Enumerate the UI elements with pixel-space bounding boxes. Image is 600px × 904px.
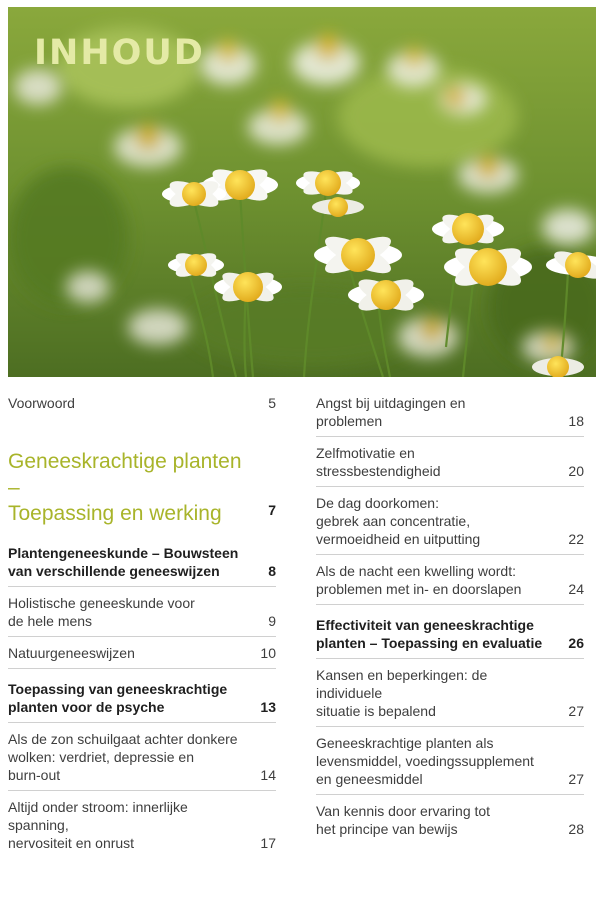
toc-page-number: 13 <box>260 699 276 715</box>
toc-entry <box>8 798 276 858</box>
toc-column-left <box>8 394 276 865</box>
toc-entry <box>8 644 276 669</box>
hero-photo-chamomile <box>8 7 596 377</box>
toc-page-number: 17 <box>260 835 276 851</box>
toc-page-number: 5 <box>268 395 276 411</box>
toc-section-heading <box>316 616 584 659</box>
toc-page-number: 22 <box>568 531 584 547</box>
toc-page-number: 18 <box>568 413 584 429</box>
toc-entry <box>316 734 584 795</box>
toc-section-heading <box>8 680 276 723</box>
toc-entry-title: Toepassing van geneeskrachtige planten voor de psyche <box>8 681 228 715</box>
toc-entry-title: Zelfmotivatie en stressbestendigheid <box>316 445 441 479</box>
toc-entry-title: Voorwoord <box>8 395 75 411</box>
toc-entry-title: Angst bij uitdagingen en problemen <box>316 395 466 429</box>
toc-entry <box>8 394 276 418</box>
toc-entry-title: Kansen en beperkingen: de individuele situatie is bepalend <box>316 667 488 719</box>
toc-entry <box>316 394 584 437</box>
toc-entry-title: Van kennis door ervaring tot het principe van bewijs <box>316 803 491 837</box>
toc-page-number: 10 <box>260 645 276 661</box>
toc-entry-title: Natuurgeneeswijzen <box>8 645 135 661</box>
toc-entry-title: Als de zon schuilgaat achter donkere wolken: verdriet, depressie en burn-out <box>8 731 238 783</box>
toc-entry <box>8 594 276 637</box>
toc-entry-title: Altijd onder stroom: innerlijke spanning, nervositeit en onrust <box>8 799 188 851</box>
toc-entry-title: Als de nacht een kwelling wordt: problemen met in- en doorslapen <box>316 563 522 597</box>
toc-page-number: 9 <box>268 613 276 629</box>
toc-page-number: 7 <box>268 502 276 518</box>
toc-page-number: 27 <box>568 703 584 719</box>
toc-entry-title: Holistische geneeskunde voor de hele mens <box>8 595 195 629</box>
toc-section-heading <box>8 544 276 587</box>
toc-page-number: 20 <box>568 463 584 479</box>
toc-page-number: 8 <box>268 563 276 579</box>
toc-part-heading <box>8 449 276 533</box>
toc-entry <box>316 802 584 844</box>
toc-page-number: 24 <box>568 581 584 597</box>
toc-entry <box>8 730 276 791</box>
toc-page-number: 26 <box>568 635 584 651</box>
toc-page-number: 27 <box>568 771 584 787</box>
page-title: INHOUD <box>34 33 205 73</box>
toc-page-number: 28 <box>568 821 584 837</box>
toc-entry-title: Effectiviteit van geneeskrachtige planten – Toepassing en evaluatie <box>316 617 543 651</box>
toc-column-right <box>316 394 584 851</box>
toc-entry <box>316 494 584 555</box>
toc-entry <box>316 666 584 727</box>
toc-entry-title: Plantengeneeskunde – Bouwsteen van verschillende geneeswijzen <box>8 545 239 579</box>
toc-page-number: 14 <box>260 767 276 783</box>
toc-entry-title: Geneeskrachtige planten als levensmiddel, voedingssupplement en geneesmiddel <box>316 735 534 787</box>
toc-entry <box>316 444 584 487</box>
toc-entry-title: Geneeskrachtige planten – Toepassing en werking <box>8 450 242 525</box>
toc-entry-title: De dag doorkomen: gebrek aan concentratie, vermoeidheid en uitputting <box>316 495 481 547</box>
toc-entry <box>316 562 584 605</box>
